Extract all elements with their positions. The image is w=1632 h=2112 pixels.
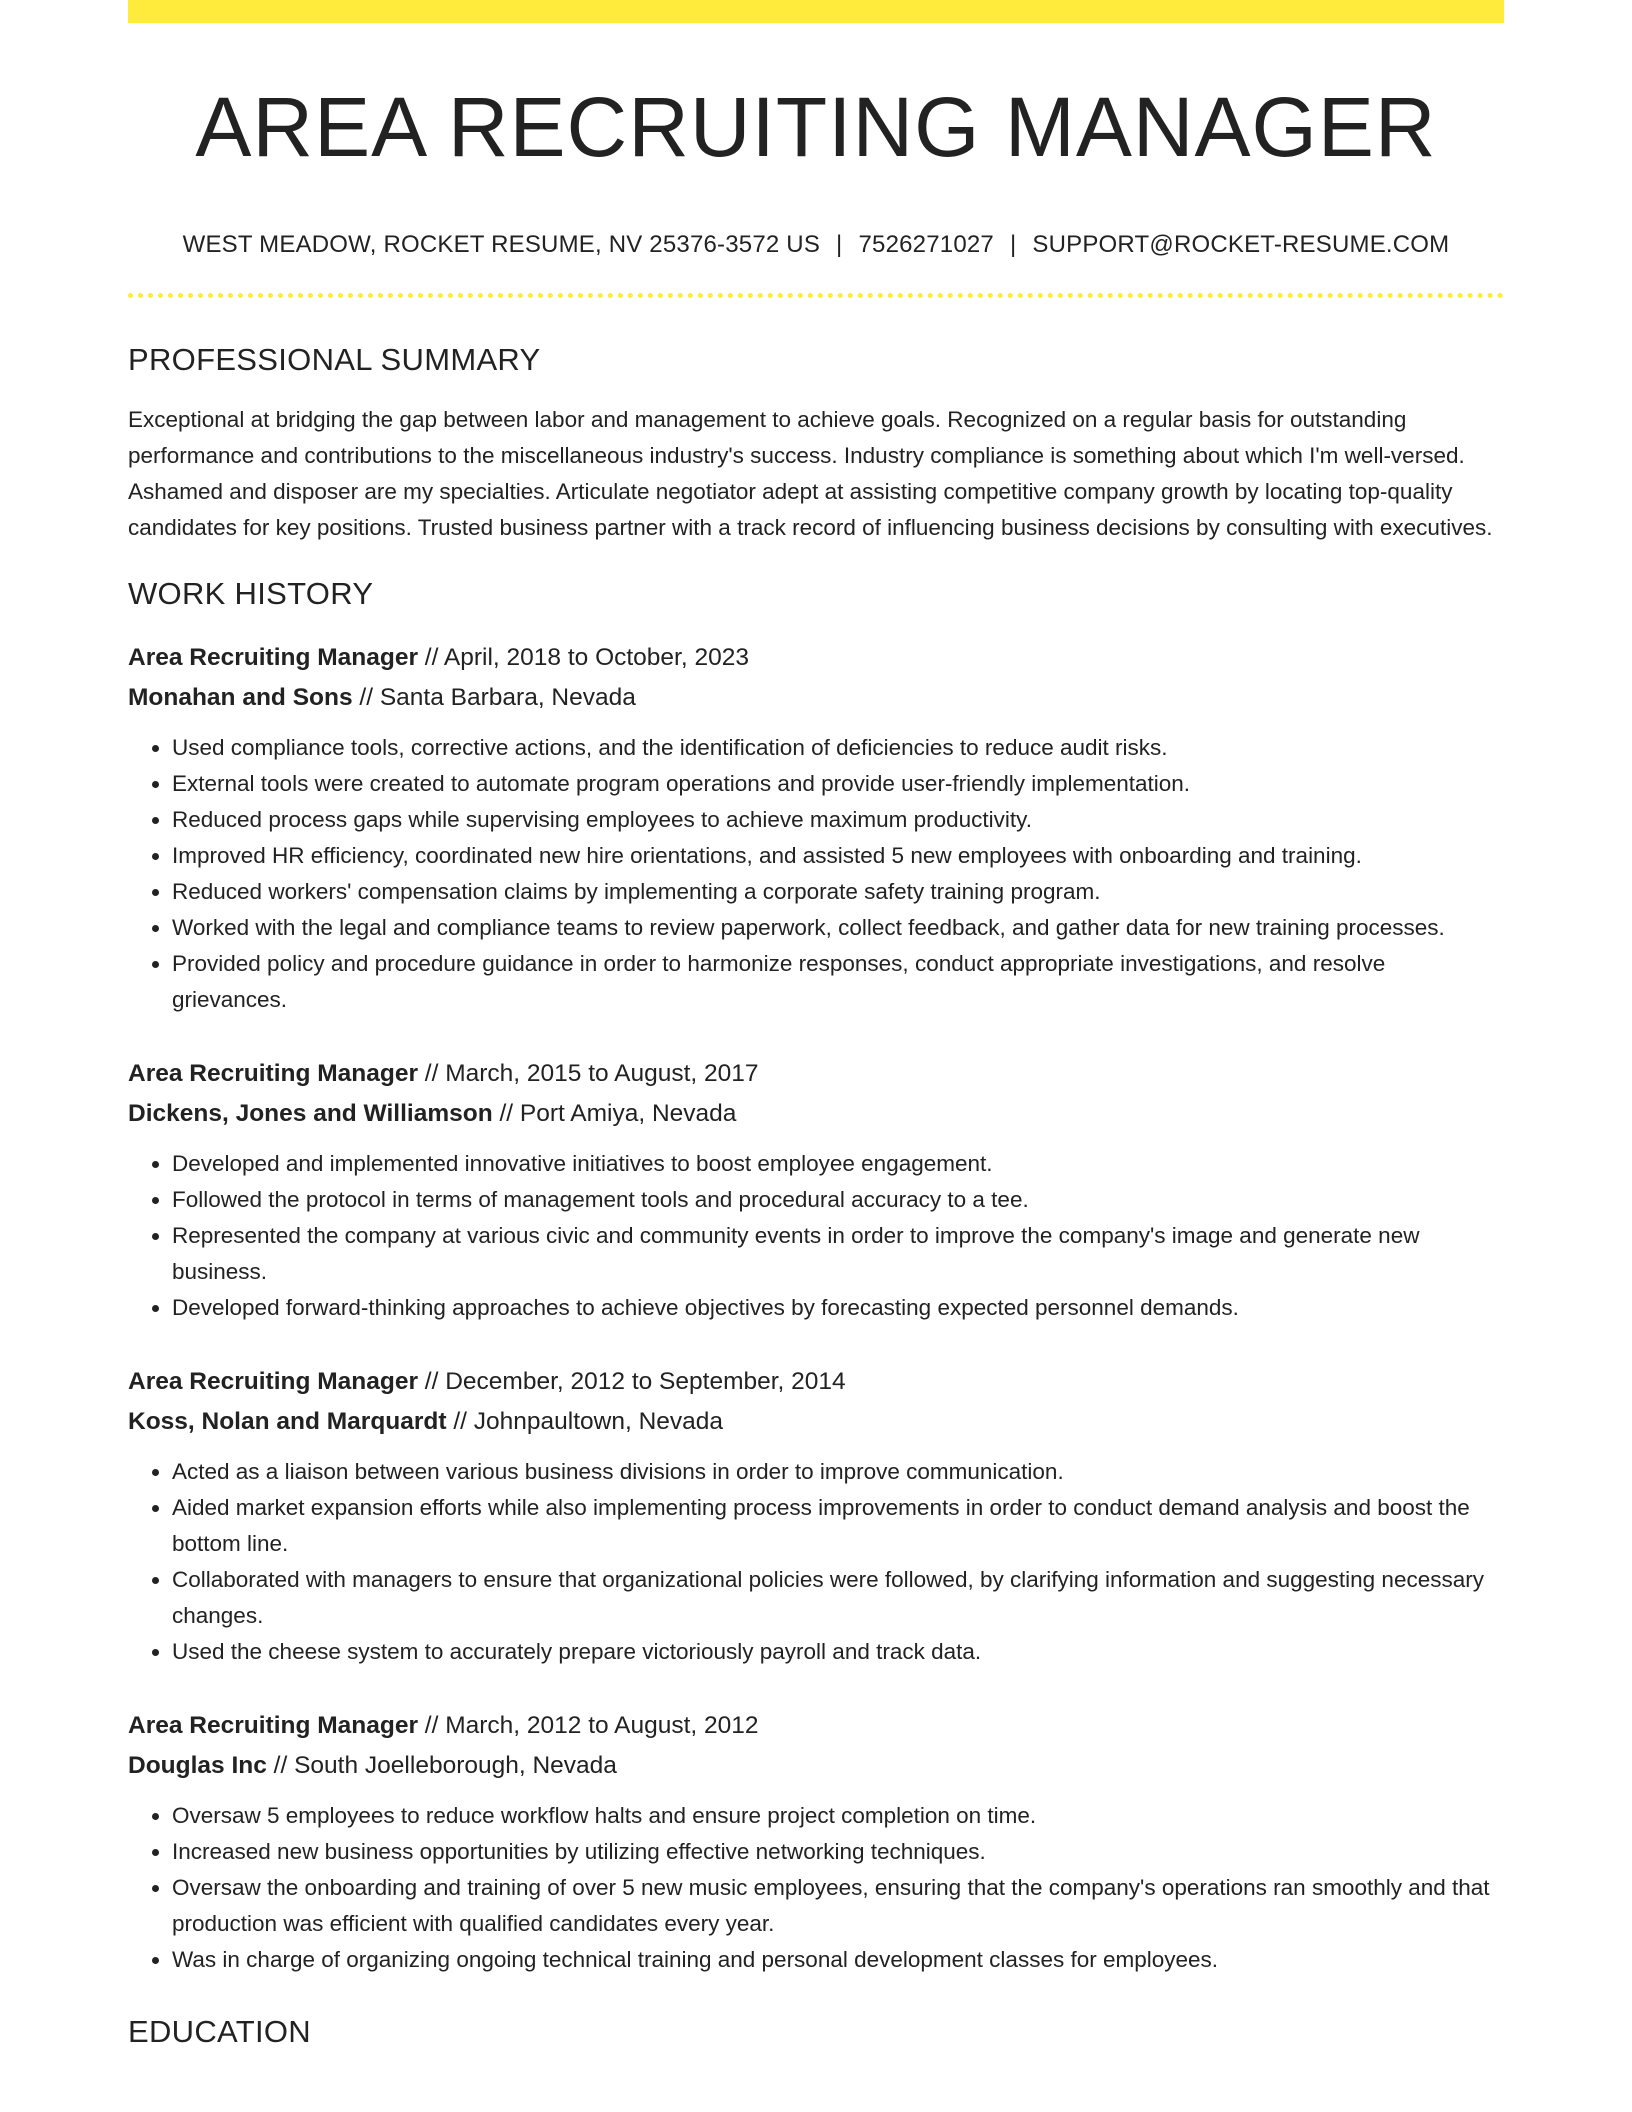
job-company: Dickens, Jones and Williamson [128, 1100, 493, 1128]
contact-address: WEST MEADOW, ROCKET RESUME, NV 25376-3572 US [182, 231, 821, 259]
job-bullet: • Developed and implemented innovative initiatives to boost employee engagement. [172, 1146, 1504, 1182]
job-bullet: • Oversaw the onboarding and training of over 5 new music employees, ensuring that the company's operations ran smoothly and that production was efficient with qualified candidates every year. [172, 1870, 1504, 1942]
job-company-line [128, 678, 1504, 718]
resume-title: AREA RECRUITING MANAGER [195, 80, 1437, 174]
job-bullet: • Reduced process gaps while supervising employees to achieve maximum productivity. [172, 802, 1504, 838]
job-entry [128, 1362, 1504, 1670]
job-company: Douglas Inc [128, 1752, 267, 1780]
job-divider: // [418, 1060, 446, 1088]
job-location: South Joelleborough, Nevada [294, 1752, 617, 1780]
job-bullet: • Represented the company at various civic and community events in order to improve the company's image and generate new business. [172, 1218, 1504, 1290]
job-bullets [128, 1146, 1504, 1326]
job-divider: // [418, 1368, 446, 1396]
job-divider: // [418, 644, 444, 672]
job-dates: April, 2018 to October, 2023 [443, 644, 749, 672]
job-bullet: • Developed forward-thinking approaches to achieve objectives by forecasting expected personnel demands. [172, 1290, 1504, 1326]
job-title: Area Recruiting Manager [128, 1712, 418, 1740]
job-entry [128, 1054, 1504, 1326]
job-title-line [128, 1054, 1504, 1094]
job-company-line [128, 1094, 1504, 1134]
job-location: Johnpaultown, Nevada [473, 1408, 724, 1436]
job-title-line [128, 638, 1504, 678]
job-entry [128, 1706, 1504, 1978]
job-bullet: • Provided policy and procedure guidance in order to harmonize responses, conduct appropriate investigations, and resolve grievances. [172, 946, 1504, 1018]
job-company: Koss, Nolan and Marquardt [128, 1408, 447, 1436]
job-title-line [128, 1362, 1504, 1402]
job-bullets [128, 730, 1504, 1018]
job-bullet: • Used compliance tools, corrective actions, and the identification of deficiencies to reduce audit risks. [172, 730, 1504, 766]
contact-line [128, 231, 1504, 259]
job-divider: // [266, 1752, 295, 1780]
job-company-line [128, 1402, 1504, 1442]
job-title-line [128, 1706, 1504, 1746]
job-divider: // [492, 1100, 520, 1128]
contact-email: SUPPORT@ROCKET-RESUME.COM [1032, 231, 1450, 259]
job-dates: March, 2012 to August, 2012 [445, 1712, 759, 1740]
accent-bar [128, 0, 1504, 23]
summary-text: Exceptional at bridging the gap between labor and management to achieve goals. Recognized on a regular basis for outstanding performance and contributions to the miscellaneous industry's success. Industry compliance is something about which I'm well-versed. Ashamed and disposer are my specialties. Articulate negotiator adept at assisting competitive company growth by locating top-quality candidates for key positions. Trusted business partner with a track record of influencing business decisions by consulting with executives. [128, 407, 1493, 541]
job-divider: // [352, 684, 380, 712]
job-divider: // [446, 1408, 474, 1436]
job-company-line [128, 1746, 1504, 1786]
work-history-heading: WORK HISTORY [128, 576, 374, 612]
job-bullet: • Improved HR efficiency, coordinated new hire orientations, and assisted 5 new employees with onboarding and training. [172, 838, 1504, 874]
education-heading: EDUCATION [128, 2014, 311, 2050]
job-bullet: • Used the cheese system to accurately prepare victoriously payroll and track data. [172, 1634, 1504, 1670]
dotted-divider [128, 293, 1504, 298]
contact-phone: 7526271027 [858, 231, 994, 259]
job-bullet: • External tools were created to automate program operations and provide user-friendly implementation. [172, 766, 1504, 802]
job-bullets [128, 1454, 1504, 1670]
job-title: Area Recruiting Manager [128, 1060, 418, 1088]
job-title: Area Recruiting Manager [128, 644, 418, 672]
job-location: Port Amiya, Nevada [519, 1100, 737, 1128]
job-divider: // [418, 1712, 446, 1740]
job-bullets [128, 1798, 1504, 1978]
contact-separator: | [1009, 231, 1017, 259]
contact-separator: | [836, 231, 843, 259]
resume-page [128, 0, 1504, 2050]
job-bullet: • Increased new business opportunities by utilizing effective networking techniques. [172, 1834, 1504, 1870]
job-bullet: • Oversaw 5 employees to reduce workflow halts and ensure project completion on time. [172, 1798, 1504, 1834]
job-bullet: • Was in charge of organizing ongoing technical training and personal development classes for employees. [172, 1942, 1504, 1978]
job-bullet: • Worked with the legal and compliance teams to review paperwork, collect feedback, and gather data for new training processes. [172, 910, 1504, 946]
job-bullet: • Acted as a liaison between various business divisions in order to improve communication. [172, 1454, 1504, 1490]
job-company: Monahan and Sons [128, 684, 353, 712]
job-location: Santa Barbara, Nevada [379, 684, 636, 712]
job-bullet: • Collaborated with managers to ensure that organizational policies were followed, by clarifying information and suggesting necessary changes. [172, 1562, 1504, 1634]
job-title: Area Recruiting Manager [128, 1368, 418, 1396]
summary-heading: PROFESSIONAL SUMMARY [128, 342, 541, 378]
job-bullet: • Aided market expansion efforts while also implementing process improvements in order to conduct demand analysis and boost the bottom line. [172, 1490, 1504, 1562]
job-bullet: • Reduced workers' compensation claims by implementing a corporate safety training program. [172, 874, 1504, 910]
job-bullet: • Followed the protocol in terms of management tools and procedural accuracy to a tee. [172, 1182, 1504, 1218]
job-dates: March, 2015 to August, 2017 [445, 1060, 759, 1088]
job-entry [128, 638, 1504, 1018]
job-dates: December, 2012 to September, 2014 [445, 1368, 846, 1396]
